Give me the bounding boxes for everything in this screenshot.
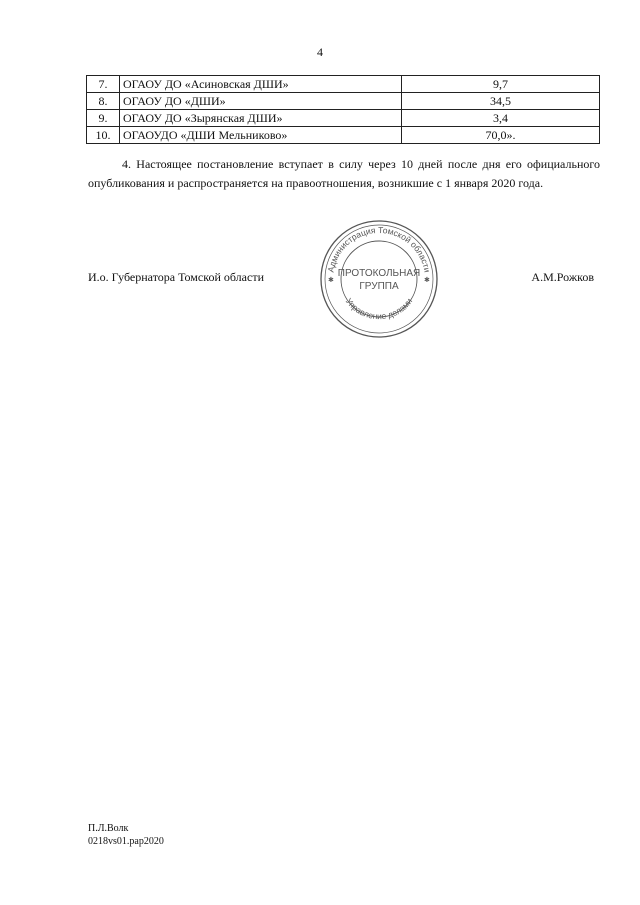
row-value: 9,7: [402, 76, 600, 93]
seal-outer-text: Администрация Томской области: [325, 224, 433, 274]
seal-center-line1: ПРОТОКОЛЬНАЯ: [337, 268, 421, 279]
row-number: 7.: [87, 76, 120, 93]
svg-text:Администрация Томской области: [325, 225, 432, 273]
footer: [88, 822, 164, 848]
values-table: [86, 75, 600, 144]
page-number: 4: [317, 45, 323, 59]
row-number: 9.: [87, 110, 120, 127]
row-name: ОГАОУ ДО «ДШИ»: [120, 93, 402, 110]
signer-name: А.М.Рожков: [531, 270, 594, 284]
row-value: 3,4: [402, 110, 600, 127]
table-row: [87, 93, 600, 110]
row-number: 8.: [87, 93, 120, 110]
row-number: 10.: [87, 127, 120, 144]
seal-star-right-icon: ✱: [424, 276, 430, 284]
svg-text:Управление делами: [344, 296, 415, 321]
table-row: [87, 110, 600, 127]
row-value: 34,5: [402, 93, 600, 110]
paragraph-4: 4. Настоящее постановление вступает в силу через 10 дней после дня его официального опубликования и распространяется на правоотношения, возникшие с 1 января 2020 года.: [88, 157, 600, 190]
row-value: 70,0».: [402, 127, 600, 144]
signer-title: И.о. Губернатора Томской области: [88, 270, 264, 284]
footer-author: П.Л.Волк: [88, 823, 129, 834]
row-name: ОГАОУ ДО «Асиновская ДШИ»: [120, 76, 402, 93]
row-name: ОГАОУДО «ДШИ Мельниково»: [120, 127, 402, 144]
seal-center-line2: ГРУППА: [359, 281, 399, 292]
table-row: [87, 76, 600, 93]
footer-file: 0218vs01.pap2020: [88, 836, 164, 847]
seal-stamp: [318, 218, 440, 340]
seal-star-left-icon: ✱: [328, 276, 334, 284]
row-name: ОГАОУ ДО «Зырянская ДШИ»: [120, 110, 402, 127]
table-row: [87, 127, 600, 144]
seal-bottom-text: Управление делами: [343, 296, 415, 322]
